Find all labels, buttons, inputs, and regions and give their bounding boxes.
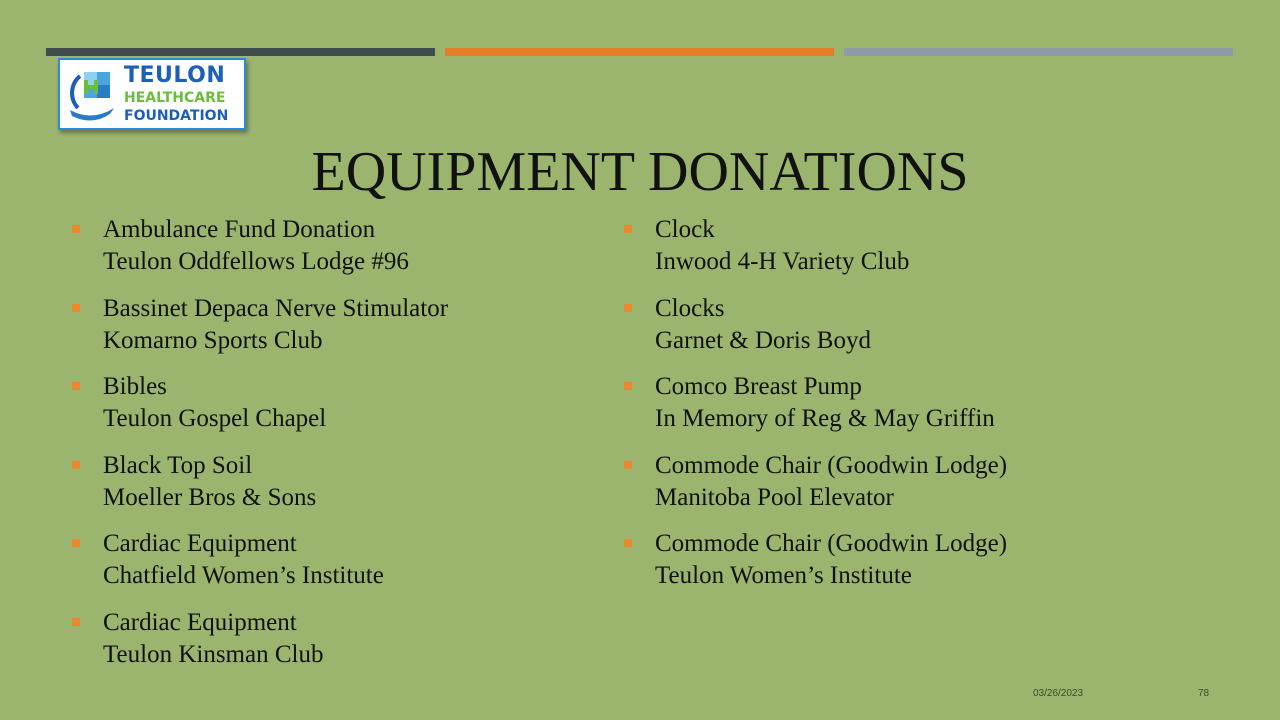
list-item bbox=[624, 214, 1007, 293]
list-item bbox=[624, 528, 1007, 607]
equipment-name: Bibles bbox=[103, 373, 167, 400]
donation-list-right bbox=[624, 214, 1007, 607]
donor-name: Manitoba Pool Elevator bbox=[655, 483, 894, 511]
equipment-name: Cardiac Equipment bbox=[103, 530, 297, 557]
equipment-name: Clocks bbox=[655, 294, 725, 322]
logo-line-2: HEALTHCARE bbox=[124, 90, 226, 106]
list-item bbox=[72, 528, 448, 607]
equipment-name: Ambulance Fund Donation bbox=[103, 216, 376, 243]
square-bullet-icon bbox=[624, 304, 632, 312]
list-item bbox=[72, 293, 448, 372]
donor-name: Teulon Oddfellows Lodge #96 bbox=[103, 248, 409, 275]
logo-line-1: TEULON bbox=[124, 63, 226, 88]
donor-name: In Memory of Reg & May Griffin bbox=[655, 405, 995, 432]
square-bullet-icon bbox=[624, 539, 632, 547]
square-bullet-icon bbox=[624, 461, 632, 469]
logo-line-3: FOUNDATION bbox=[124, 108, 229, 124]
square-bullet-icon bbox=[72, 304, 80, 312]
equipment-name: Cardiac Equipment bbox=[103, 608, 297, 636]
accent-bar-dark bbox=[46, 48, 435, 56]
donor-name: Moeller Bros & Sons bbox=[103, 483, 317, 511]
list-item bbox=[72, 214, 448, 293]
donor-name: Teulon Kinsman Club bbox=[103, 640, 324, 668]
accent-bar-orange bbox=[445, 48, 834, 56]
square-bullet-icon bbox=[72, 461, 80, 469]
equipment-name: Commode Chair (Goodwin Lodge) bbox=[655, 451, 1008, 479]
square-bullet-icon bbox=[72, 539, 80, 547]
list-item bbox=[624, 371, 1007, 450]
accent-bar-gray bbox=[844, 48, 1233, 56]
donor-name: Komarno Sports Club bbox=[103, 326, 323, 354]
equipment-name: Black Top Soil bbox=[103, 451, 253, 479]
square-bullet-icon bbox=[624, 382, 632, 390]
list-item bbox=[72, 450, 448, 529]
slide-title: EQUIPMENT DONATIONS bbox=[311, 141, 969, 203]
list-item bbox=[72, 607, 448, 686]
donor-name: Inwood 4-H Variety Club bbox=[655, 248, 910, 275]
list-item bbox=[624, 450, 1007, 529]
equipment-name: Bassinet Depaca Nerve Stimulator bbox=[103, 294, 449, 322]
slide-date: 03/26/2023 bbox=[1033, 688, 1084, 699]
donor-name: Garnet & Doris Boyd bbox=[655, 326, 871, 354]
square-bullet-icon bbox=[72, 225, 80, 233]
equipment-name: Commode Chair (Goodwin Lodge) bbox=[655, 530, 1008, 557]
donor-name: Teulon Gospel Chapel bbox=[103, 405, 327, 432]
donation-list-left bbox=[72, 214, 448, 685]
square-bullet-icon bbox=[624, 225, 632, 233]
donor-name: Teulon Women’s Institute bbox=[655, 562, 912, 589]
list-item bbox=[624, 293, 1007, 372]
foundation-logo-icon bbox=[62, 64, 122, 126]
foundation-logo bbox=[58, 58, 246, 130]
equipment-name: Clock bbox=[655, 216, 715, 243]
slide-number: 78 bbox=[1198, 688, 1210, 699]
equipment-name: Comco Breast Pump bbox=[655, 373, 862, 400]
square-bullet-icon bbox=[72, 618, 80, 626]
square-bullet-icon bbox=[72, 382, 80, 390]
list-item bbox=[72, 371, 448, 450]
donor-name: Chatfield Women’s Institute bbox=[103, 562, 384, 589]
